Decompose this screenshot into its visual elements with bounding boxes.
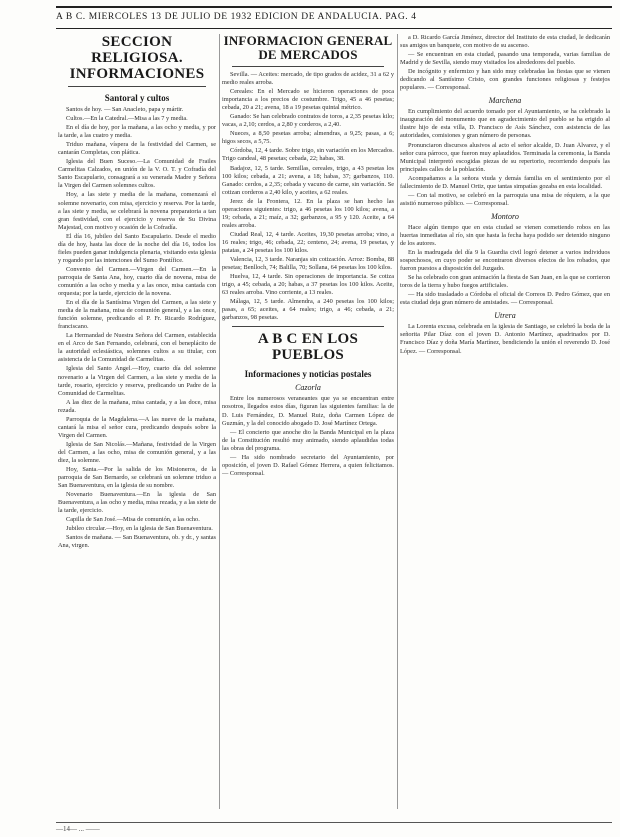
paragraph: Málaga, 12, 5 tarde. Almendra, a 240 pesetas los 100 kilos; pasas, a 65; aceites, a 64 reales; trigo, a 46; cebada, a 21; garbanzos, 98 pesetas. (222, 298, 394, 322)
paragraph: De incógnito y enfermizo y han sido muy celebradas las fiestas que se vienen dedicando al Santísimo Cristo, con grandes funciones religiosas y festejos populares. — Corresponsal. (400, 68, 610, 92)
pueblos-title: A B C EN LOS PUEBLOS (257, 331, 359, 364)
bottom-rule (56, 822, 612, 823)
place-heading-cazorla: Cazorla (295, 383, 321, 393)
paragraph: Jerez de la Frontera, 12. En la plaza se han hecho las operaciones siguientes: trigo, a 46 pesetas los 100 kilos; avena, a 19; cebada, a 21; maíz, a 32; garbanzos, a 95 y 120. Aceite, a 64 reales arroba. (222, 197, 394, 229)
paragraph: Acompañamos a la señora viuda y demás familia en el sentimiento por el fallecimiento de D. Manuel Ortiz, que tantas simpatías gozaba en esta localidad. (400, 174, 610, 190)
paragraph: Badajoz, 12, 5 tarde. Semillas, cereales, trigo, a 43 pesetas los 100 kilos; cebada, a 21; avena, a 18; habas, 37; garbanzos, 110. Ganado: cerdos, a 2,35; cebada y vacuno de carne, sin variación. Se cotizan corderos a 2,40 kilo, y aceites, a 62 reales. (222, 164, 394, 196)
paragraph: Huelva, 12, 4 tarde. Sin operaciones de importancia. Se cotiza trigo, a 45; cebada, a 20; habas, a 37 pesetas los 100 kilos. Aceite, 63 reales arroba. Vino corriente, a 13 reales. (222, 273, 394, 297)
paragraph: En la madrugada del día 9 la Guardia civil logró detener a varios individuos sospechosos, en cuyo poder se encontraron diversos efectos de los robados, que fueron puestos a disposición del Juzgado. (400, 249, 610, 273)
paragraph: Cultos.—En la Catedral.—Misa a las 7 y media. (66, 115, 188, 123)
paragraph: Pronunciaron discursos alusivos al acto el señor alcalde, D. Juan Álvarez, y el señor cura párroco, que fueron muy aplaudidos. Terminada la ceremonia, la Banda Municipal interpretó escogidas piezas de su repertorio, recorriendo después las principales calles de la población. (400, 141, 610, 173)
place-heading-utrera: Utrera (494, 311, 516, 321)
paragraph: Jubileo circular.—Hoy, en la iglesia de San Buenaventura. (66, 525, 213, 533)
paragraph: a D. Ricardo García Jiménez, director del Instituto de esta ciudad, le dedicarán sus amigos un banquete, con motivo de su ascenso. (400, 34, 610, 50)
paragraph: Valencia, 12, 3 tarde. Naranjas sin cotización. Arroz: Bomba, 88 pesetas; Benlloch, 74; Balilla, 70; Sollana, 64 pesetas los 100 kilos. (222, 256, 394, 272)
paragraph: — El concierto que anoche dio la Banda Municipal en la plaza de la Constitución resultó muy animado, siendo aplaudidas todas las obras del programa. (222, 428, 394, 452)
paragraph: Córdoba, 12, 4 tarde. Sobre trigo, sin variación en los Mercados. Trigo candeal, 48 pesetas; cebada, 22; habas, 38. (222, 147, 394, 163)
column-religious (58, 34, 216, 809)
column-markets (222, 34, 394, 809)
paragraph: Hace algún tiempo que en esta ciudad se vienen cometiendo robos en las huertas inmediatas al río, sin que hasta la fecha haya podido ser detenido ninguno de los autores. (400, 223, 610, 247)
paragraph: Santos de mañana. — San Buenaventura, ob. y dr., y santas Ana, virgen. (58, 534, 216, 550)
markets-title-1: INFORMACION GENERAL (223, 34, 393, 48)
paragraph: Santos de hoy. — San Anacleto, papa y mártir. (66, 106, 184, 113)
paragraph: Iglesia del Santo Ángel.—Hoy, cuarto día del solemne novenario a la Virgen del Carmen, a las siete y media de la tarde, rosario, ejercicio y reserva, predicando un Padre de la Comunidad de Carmelitas. (58, 365, 216, 397)
religious-title-1: SECCION RELIGIOSA. (91, 34, 183, 66)
markets-underline (232, 66, 384, 67)
pueblos-subtitle: Informaciones y noticias postales (244, 369, 372, 380)
paragraph: La Lorenta excusa, celebrada en la iglesia de Santiago, se celebró la boda de la señorita Pilar Díaz con el joven D. Antonio Martínez, apadrinados por D. Francisco Díaz y doña María Martínez, bendiciendo la unión el reverendo D. José López. — Corresponsal. (400, 323, 610, 355)
column-divider-1 (219, 34, 220, 809)
place-heading-montoro: Montoro (491, 211, 519, 221)
paragraph: Hoy, a las siete y media de la mañana, comenzará el solemne novenario, con misa, ejercicio y reserva. Por la tarde, a las siete y media, se celebrará la novena preparatoria a tan gran festividad, con el ejercicio y reserva de Su Divina Majestad, con motivo y ocasión de la Cofradía. (58, 191, 216, 231)
paragraph: La Hermandad de Nuestra Señora del Carmen, establecida en el Arco de San Fernando, celebrará, con el beneplácito de la autoridad eclesiástica, solemnes cultos a su titular, con asistencia de la Comunidad de Carmelitas. (58, 332, 216, 364)
page-header: A B C. MIERCOLES 13 DE JULIO DE 1932 EDICION DE ANDALUCIA. PAG. 4 (56, 12, 417, 22)
paragraph: — Se encuentran en esta ciudad, pasando una temporada, varias familias de Madrid y de Sevilla, siendo muy visitados los alrededores del pueblo. (400, 51, 610, 67)
paragraph: Convento del Carmen.—Virgen del Carmen.—En la parroquia de Santa Ana, hoy, cuarto día de novena, misa de comunión a las ocho y media y a las once, misa cantada con orquesta; por la tarde, ejercicio de la novena. (58, 265, 216, 298)
paragraph: Triduo mañana, víspera de la festividad del Carmen, se cantarán Completas, con plática. (58, 141, 216, 157)
paragraph: Nueces, a 8,50 pesetas arroba; almendras, a 9,25; pasas, a 6; higos secos, a 5,75. (222, 130, 394, 146)
montoro-body (400, 224, 610, 307)
paragraph: — Ha sido trasladado a Córdoba el oficial de Correos D. Pedro Gómez, que en esta ciudad deja gran número de amistades. — Corresponsal. (400, 291, 610, 307)
header-rule (56, 28, 612, 29)
place-heading-marchena: Marchena (488, 96, 522, 106)
markets-title-2: DE MERCADOS (258, 47, 358, 62)
paragraph: Ganado: Se han celebrado contratos de toros, a 2,35 pesetas kilo; vacas, a 2,10; cerdos, a 2,80 y corderos, a 2,40. (222, 113, 394, 129)
title-underline (68, 86, 206, 87)
paragraph: — Con tal motivo, se celebró en la parroquia una misa de réquiem, a la que asistió numeroso público. — Corresponsal. (400, 191, 610, 207)
paragraph: Iglesia del Buen Suceso.—La Comunidad de Frailes Carmelitas Calzados, en unión de la V. O. T. y Cofradía del Santo Escapulario, consagrará a su venerada Madre y Señora la Virgen del Carmen solemnes cultos. (58, 158, 216, 190)
paragraph: En el día de hoy, por la mañana, a las ocho y media, y por la tarde, a las cuatro y media. (58, 124, 216, 140)
paragraph: A las diez de la mañana, misa cantada, y a las doce, misa rezada. (58, 398, 216, 414)
paragraph: Capilla de San José.—Misa de comunión, a las ocho. (66, 516, 200, 524)
column-towns (400, 34, 610, 809)
pueblos-rule (232, 326, 384, 327)
santoral-heading: Santoral y cultos (104, 93, 170, 103)
paragraph: Ciudad Real, 12, 4 tarde. Aceites, 19,30 pesetas arroba; vino, a 16 reales; trigo, 46; cebada, 22; centeno, 24; avena, 19 pesetas, y patatas, a 24 pesetas los 100 kilos. (222, 230, 394, 254)
paragraph: En el día de la Santísima Virgen del Carmen, a las siete y media de la mañana, misa de comunión general, y a las once, función solemne, predicando el P. Fr. Ricardo Rodríguez, franciscano. (58, 299, 216, 331)
top-rule (56, 6, 612, 8)
religious-title-2: INFORMACIONES (69, 66, 205, 82)
marchena-body (400, 108, 610, 208)
paragraph: En cumplimiento del acuerdo tomado por el Ayuntamiento, se ha celebrado la inauguración del monumento que en agradecimiento del pueblo se ha erigido al ilustre hijo de esta villa, D. Francisco de Asís Sánchez, con asistencia de las autoridades, comisiones y gran número de personas. (400, 108, 610, 140)
column-divider-2 (397, 34, 398, 809)
paragraph: — Ha sido nombrado secretario del Ayuntamiento, por oposición, el joven D. Rafael Gómez Herrera, a quien felicitamos. — Corresponsal. (222, 453, 394, 477)
paragraph: Se ha celebrado con gran animación la fiesta de San Juan, en la que se corrieron toros de la tierra y hubo fuegos artificiales. (400, 274, 610, 290)
paragraph: Parroquia de la Magdalena.—A las nueve de la mañana, cantará la misa el señor cura, predicando después sobre la Virgen del Carmen. (58, 415, 216, 439)
towns-intro (400, 34, 610, 92)
page-footer: —14— ... —— (56, 825, 100, 833)
paragraph: Cereales: En el Mercado se hicieron operaciones de poca importancia a los precios de costumbre. Trigo, 45 a 46 pesetas; cebada, 20 a 21; avena, 18 a 19 pesetas quintal métrico. (222, 88, 394, 112)
religious-body (58, 106, 216, 550)
paragraph: Sevilla. — Aceites: mercado, de tipo grados de acidez, 31 a 62 y medio reales arroba. (222, 71, 394, 87)
paragraph: El día 16, jubileo del Santo Escapulario. Desde el medio día de hoy, hasta las doce de la noche del día 16, todos los fieles pueden ganar indulgencia plenaria, visitando esta iglesia y rogando por las intenciones del Sumo Pontífice. (58, 232, 216, 264)
markets-body (222, 71, 394, 322)
paragraph: Iglesia de San Nicolás.—Mañana, festividad de la Virgen del Carmen, a las ocho, misa de comunión general, y a las diez, la solemne. (58, 440, 216, 464)
utrera-body (400, 323, 610, 355)
paragraph: Novenario Buenaventura.—En la iglesia de San Buenaventura, a las ocho y media, misa rezada, y a las siete de la tarde, ejercicio. (58, 491, 216, 515)
paragraph: Entre los numerosos veraneantes que ya se encuentran entre nosotros, llegados estos días, figuran las siguientes familias: la de D. Luis Fernández, D. Manuel Ruiz, doña Carmen López de Guzmán, y la del conocido abogado D. José Martínez Ortega. (222, 395, 394, 427)
paragraph: Hoy, Santa.—Por la salida de los Misioneros, de la parroquia de San Bernardo, se celebrará un solemne triduo a San Buenaventura, en la iglesia de su nombre. (58, 466, 216, 490)
pueblos-body (222, 395, 394, 477)
